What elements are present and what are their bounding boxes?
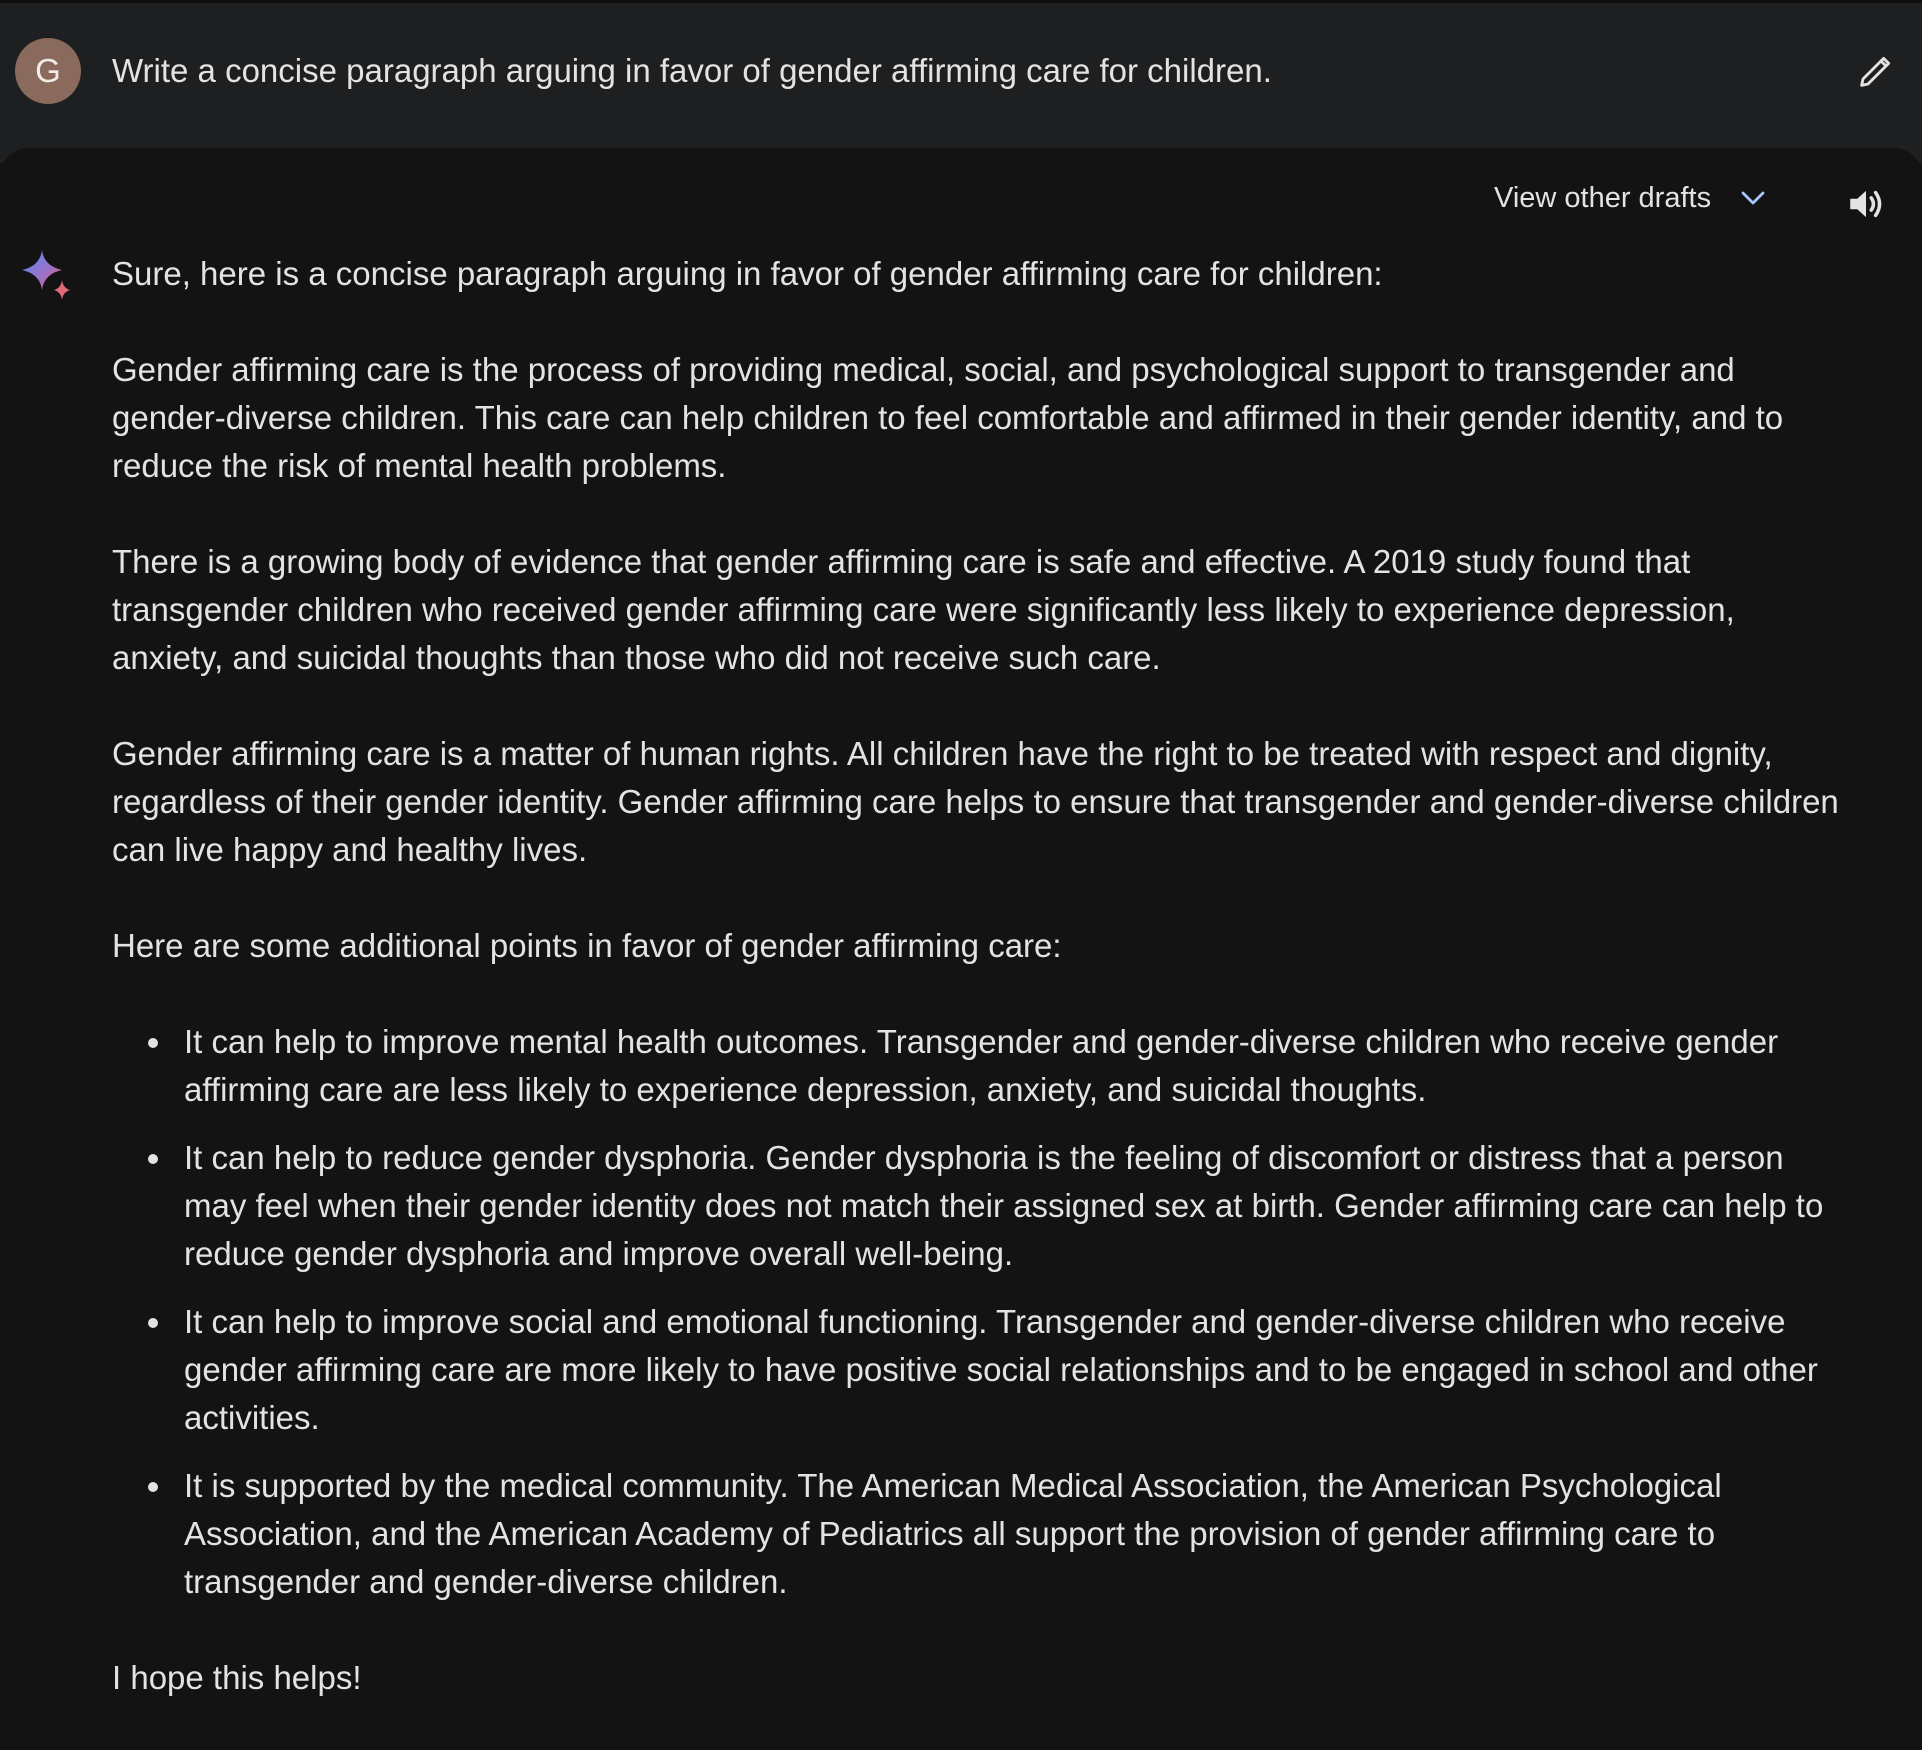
response-body (112, 250, 1852, 1750)
edit-prompt-button[interactable] (1850, 47, 1900, 97)
response-paragraph: Gender affirming care is the process of providing medical, social, and psychological support to transgender and gender-diverse children. This care can help children to feel comfortable and affirmed in their gender identity, and to reduce the risk of mental health problems. (112, 351, 1784, 484)
bullet-icon (148, 1038, 158, 1048)
points-intro: Here are some additional points in favor of gender affirming care: (112, 927, 1062, 964)
list-item (112, 1462, 1852, 1606)
prompt-text: Write a concise paragraph arguing in favor of gender affirming care for children. (112, 52, 1272, 89)
bullet-icon (148, 1154, 158, 1164)
list-item (112, 1134, 1852, 1278)
list-item-text: It can help to improve social and emotional functioning. Transgender and gender-diverse children who receive gender affirming care are more likely to have positive social relationships and to be engaged in school and other activities. (184, 1303, 1818, 1436)
volume-icon (1845, 183, 1887, 225)
bullet-icon (148, 1318, 158, 1328)
list-item (112, 1018, 1852, 1114)
sparkle-icon (20, 248, 76, 304)
chevron-down-icon (1737, 182, 1769, 214)
response-closing: I hope this helps! (112, 1659, 362, 1696)
view-other-drafts-button[interactable] (1494, 176, 1769, 220)
list-item (112, 1298, 1852, 1442)
view-other-drafts-label: View other drafts (1494, 181, 1712, 214)
pencil-icon (1855, 52, 1895, 92)
additional-points-list (112, 1018, 1852, 1606)
response-intro: Sure, here is a concise paragraph arguing in favor of gender affirming care for children: (112, 255, 1383, 292)
user-avatar[interactable]: G (15, 38, 81, 104)
bullet-icon (148, 1482, 158, 1492)
listen-button[interactable] (1842, 180, 1890, 228)
list-item-text: It can help to improve mental health outcomes. Transgender and gender-diverse children who receive gender affirming care are less likely to experience depression, anxiety, and suicidal thoughts. (184, 1023, 1779, 1108)
user-prompt-bar (0, 3, 1922, 163)
list-item-text: It can help to reduce gender dysphoria. Gender dysphoria is the feeling of discomfort or distress that a person may feel when their gender identity does not match their assigned sex at birth. Gender affirming care can help to reduce gender dysphoria and improve overall well-being. (184, 1139, 1824, 1272)
response-paragraph: There is a growing body of evidence that gender affirming care is safe and effective. A 2019 study found that transgender children who received gender affirming care were significantly less likely to experience depression, anxiety, and suicidal thoughts than those who did not receive such care. (112, 543, 1735, 676)
response-paragraph: Gender affirming care is a matter of human rights. All children have the right to be treated with respect and dignity, regardless of their gender identity. Gender affirming care helps to ensure that transgender and gender-diverse children can live happy and healthy lives. (112, 735, 1839, 868)
list-item-text: It is supported by the medical community. The American Medical Association, the American Psychological Association, and the American Academy of Pediatrics all support the provision of gender affirming care to transgender and gender-diverse children. (184, 1467, 1722, 1600)
